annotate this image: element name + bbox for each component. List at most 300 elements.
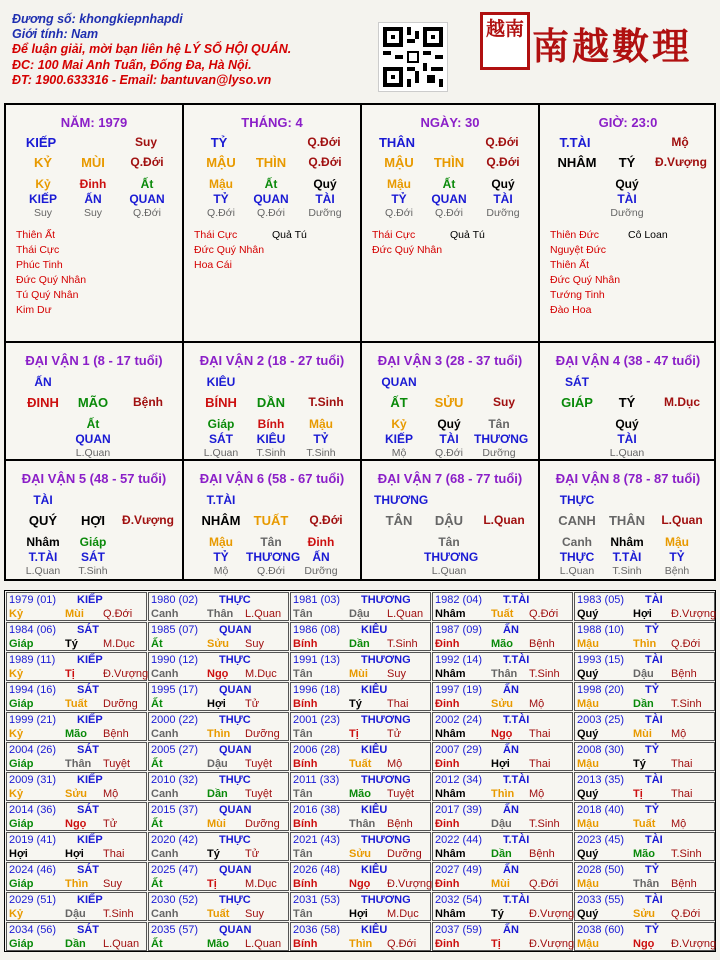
dai-van-god: SÁT	[565, 375, 589, 389]
year-god: T.TÀI	[503, 774, 530, 786]
year-stage: T.Sinh	[387, 638, 418, 650]
year-cell[interactable]	[148, 862, 289, 891]
year-stage: M.Dục	[245, 878, 277, 890]
year-label: 1989 (11)	[9, 654, 56, 666]
year-label: 2016 (38)	[293, 804, 341, 816]
year-branch: Tị	[207, 878, 217, 890]
pillar-heavenly-stem: NHÂM	[557, 155, 597, 170]
dai-van-hidden-god: THƯƠNG	[474, 432, 529, 446]
year-god: THƯƠNG	[361, 654, 411, 666]
year-label: 1992 (14)	[435, 654, 483, 666]
dai-van-stage: T.Sinh	[308, 395, 344, 409]
year-god: KIÊU	[361, 864, 388, 876]
year-cell[interactable]	[290, 802, 431, 831]
star-item: Thiên Ất	[550, 259, 590, 271]
year-god: TÀI	[645, 774, 663, 786]
year-stage: Thai	[387, 698, 409, 710]
year-stage: Đ.Vượng	[103, 668, 149, 680]
year-stage: Mộ	[671, 818, 687, 830]
year-god: TỶ	[645, 864, 660, 876]
year-label: 2035 (57)	[151, 924, 199, 936]
year-god: KIẾP	[77, 834, 103, 846]
year-stage: Mộ	[671, 728, 687, 740]
hidden-stem: Đinh	[79, 177, 107, 191]
pillar-top-stage: Q.Đới	[307, 135, 341, 149]
year-god: THỰC	[219, 654, 251, 666]
year-branch: Dậu	[633, 668, 654, 680]
year-stage: Bệnh	[103, 728, 129, 740]
year-stem: Canh	[151, 908, 179, 920]
star-item: Thái Cực	[16, 244, 60, 256]
year-cell[interactable]	[574, 652, 715, 681]
year-stage: Tử	[387, 728, 402, 740]
year-cell[interactable]	[432, 892, 573, 921]
dai-van-header: ĐẠI VẬN 3 (28 - 37 tuổi)	[377, 353, 523, 368]
year-label: 2038 (60)	[577, 924, 625, 936]
year-god: QUAN	[219, 684, 252, 696]
dai-van-hidden-stage: T.Sinh	[306, 447, 336, 459]
year-stage: T.Sinh	[671, 848, 702, 860]
year-stage: Mộ	[529, 698, 545, 710]
year-stem: Hợi	[9, 848, 28, 860]
dai-van-hidden-stem: Giáp	[207, 417, 235, 431]
star-item: Nguyệt Đức	[550, 244, 607, 256]
dai-van-hidden-stage: Dưỡng	[482, 447, 516, 459]
dai-van-hidden-stem: Quý	[437, 417, 461, 431]
year-cell[interactable]	[574, 802, 715, 831]
year-stage: Dưỡng	[103, 698, 138, 710]
dai-van-branch: THÂN	[608, 513, 646, 528]
year-cell[interactable]	[574, 922, 715, 951]
year-god: T.TÀI	[503, 834, 530, 846]
year-stage: Suy	[103, 878, 122, 890]
dai-van-god: TÀI	[33, 493, 53, 507]
year-god: ẤN	[503, 924, 519, 936]
year-stem: Mậu	[577, 818, 599, 830]
year-cell[interactable]	[432, 592, 573, 621]
year-stem: Bính	[293, 878, 318, 890]
year-stem: Nhâm	[435, 788, 466, 800]
year-cell[interactable]	[6, 832, 147, 861]
year-stem: Đinh	[435, 638, 460, 650]
year-cell[interactable]	[6, 922, 147, 951]
year-branch: Hợi	[207, 698, 226, 710]
year-stem: Nhâm	[435, 908, 466, 920]
year-cell[interactable]	[6, 862, 147, 891]
annual-luck-grid	[4, 590, 716, 952]
pillar-heavenly-stem: KỶ	[33, 155, 53, 170]
pillar-top-god: T.TÀI	[559, 135, 591, 150]
owner-info	[12, 12, 291, 88]
year-stem: Bính	[293, 758, 318, 770]
contact-line-1: Để luận giải, mời bạn liên hệ LÝ SỐ HỘI QUÁN.	[12, 42, 292, 57]
year-label: 1994 (16)	[9, 684, 57, 696]
year-stem: Tân	[293, 908, 313, 920]
year-stage: L.Quan	[245, 608, 282, 620]
year-label: 2030 (52)	[151, 894, 199, 906]
year-branch: Tị	[491, 938, 501, 950]
year-stem: Tân	[293, 608, 313, 620]
pillar-earthly-branch: TÝ	[618, 155, 636, 170]
year-stem: Ất	[151, 638, 163, 650]
year-stem: Bính	[293, 638, 318, 650]
year-stem: Đinh	[435, 938, 460, 950]
year-label: 2020 (42)	[151, 834, 199, 846]
dai-van-branch: DẦN	[256, 395, 286, 410]
year-branch: Mùi	[491, 878, 510, 890]
year-branch: Dần	[491, 848, 512, 860]
pillar-top-god: KIẾP	[25, 135, 57, 150]
year-label: 2005 (27)	[151, 744, 199, 756]
dai-van-hidden-god: THƯƠNG	[246, 550, 301, 564]
year-cell[interactable]	[148, 682, 289, 711]
dai-van-hidden-stage: L.Quan	[75, 447, 111, 459]
star-item: Thiên Đức	[550, 229, 600, 241]
year-cell[interactable]	[148, 652, 289, 681]
row-divider	[6, 459, 714, 461]
year-cell[interactable]	[6, 622, 147, 651]
dai-van-hidden-god: TỶ	[213, 550, 229, 564]
pillar-earthly-branch: THÌN	[433, 155, 465, 170]
year-stem: Giáp	[9, 758, 34, 770]
year-cell[interactable]	[290, 712, 431, 741]
dai-van-hidden-stem: Quý	[615, 417, 639, 431]
year-stage: Suy	[245, 638, 264, 650]
year-stage: Q.Đới	[671, 908, 701, 920]
year-cell[interactable]	[6, 652, 147, 681]
dai-van-hidden-stem: Đinh	[307, 535, 335, 549]
year-branch: Dần	[65, 938, 86, 950]
year-stem: Quý	[577, 668, 599, 680]
hidden-god: KIẾP	[28, 192, 57, 206]
year-branch: Ngọ	[349, 878, 371, 890]
hidden-stem: Kỷ	[35, 177, 51, 191]
dai-van-hidden-god: TỶ	[669, 550, 685, 564]
dai-van-stem: BÍNH	[205, 395, 237, 410]
year-cell[interactable]	[6, 712, 147, 741]
year-god: KIẾP	[77, 774, 103, 786]
year-god: THỰC	[219, 714, 251, 726]
year-god: KIẾP	[77, 654, 103, 666]
year-branch: Thìn	[65, 878, 89, 890]
dai-van-hidden-god: QUAN	[75, 432, 111, 446]
year-god: THỰC	[219, 774, 251, 786]
year-cell[interactable]	[432, 622, 573, 651]
dai-van-hidden-stem: Giáp	[79, 535, 107, 549]
year-label: 2013 (35)	[577, 774, 625, 786]
year-branch: Mão	[633, 848, 655, 860]
star-item: Thiên Ất	[16, 229, 56, 241]
year-god: KIÊU	[361, 744, 388, 756]
year-label: 2028 (50)	[577, 864, 625, 876]
year-cell[interactable]	[290, 652, 431, 681]
year-cell[interactable]	[148, 802, 289, 831]
year-cell[interactable]	[290, 622, 431, 651]
year-god: TÀI	[645, 594, 663, 606]
dai-van-stem: ĐINH	[27, 395, 59, 410]
year-cell[interactable]	[432, 862, 573, 891]
year-cell[interactable]	[574, 892, 715, 921]
dai-van-branch: MÃO	[77, 395, 109, 410]
dai-van-god: THƯƠNG	[374, 493, 429, 507]
year-stage: M.Dục	[387, 908, 419, 920]
year-stem: Bính	[293, 818, 318, 830]
hidden-stem: Ất	[264, 177, 278, 191]
dai-van-hidden-stem: Tân	[260, 535, 282, 549]
year-stem: Kỷ	[9, 908, 24, 920]
year-cell[interactable]	[290, 892, 431, 921]
pillar-header: GIỜ: 23:0	[598, 115, 658, 130]
year-label: 1984 (06)	[9, 624, 57, 636]
star-item: Tú Quý Nhân	[16, 289, 79, 301]
year-god: THƯƠNG	[361, 714, 411, 726]
year-cell[interactable]	[574, 862, 715, 891]
year-cell[interactable]	[432, 802, 573, 831]
hidden-stem: Quý	[615, 177, 639, 191]
year-cell[interactable]	[6, 742, 147, 771]
year-god: TÀI	[645, 714, 663, 726]
hidden-stage: Dưỡng	[610, 207, 644, 219]
year-god: THƯƠNG	[361, 594, 411, 606]
year-cell[interactable]	[148, 772, 289, 801]
year-cell[interactable]	[290, 922, 431, 951]
year-cell[interactable]	[290, 772, 431, 801]
year-branch: Tý	[207, 848, 220, 860]
dai-van-god: THỰC	[559, 493, 595, 507]
year-branch: Tuất	[491, 608, 514, 620]
year-cell[interactable]	[574, 682, 715, 711]
year-cell[interactable]	[432, 682, 573, 711]
dai-van-hidden-god: SÁT	[81, 550, 105, 564]
year-god: THỰC	[219, 894, 251, 906]
year-label: 2024 (46)	[9, 864, 57, 876]
year-cell[interactable]	[290, 742, 431, 771]
year-cell[interactable]	[148, 892, 289, 921]
year-branch: Mão	[65, 728, 87, 740]
year-label: 1982 (04)	[435, 594, 483, 606]
year-cell[interactable]	[432, 712, 573, 741]
year-stem: Giáp	[9, 878, 34, 890]
dai-van-god: QUAN	[381, 375, 417, 389]
year-label: 2009 (31)	[9, 774, 57, 786]
hidden-god: QUAN	[129, 192, 165, 206]
year-cell[interactable]	[290, 862, 431, 891]
year-label: 2025 (47)	[151, 864, 199, 876]
year-label: 2018 (40)	[577, 804, 625, 816]
year-stem: Tân	[293, 728, 313, 740]
year-cell[interactable]	[148, 832, 289, 861]
year-label: 2006 (28)	[293, 744, 341, 756]
year-stage: Bệnh	[671, 878, 697, 890]
star-item: Đào Hoa	[550, 304, 592, 316]
year-label: 2037 (59)	[435, 924, 483, 936]
pillar-stage: Q.Đới	[486, 155, 520, 169]
year-branch: Tý	[65, 638, 78, 650]
year-label: 2002 (24)	[435, 714, 483, 726]
year-cell[interactable]	[148, 622, 289, 651]
year-cell[interactable]	[6, 772, 147, 801]
year-cell[interactable]	[432, 922, 573, 951]
row-divider	[6, 341, 714, 343]
year-cell[interactable]	[6, 802, 147, 831]
year-cell[interactable]	[148, 592, 289, 621]
year-stage: T.Sinh	[671, 698, 702, 710]
year-label: 2036 (58)	[293, 924, 341, 936]
year-stage: Suy	[387, 668, 406, 680]
year-god: QUAN	[219, 924, 252, 936]
year-label: 2023 (45)	[577, 834, 625, 846]
year-stem: Quý	[577, 788, 599, 800]
year-branch: Thân	[633, 878, 660, 890]
year-branch: Tị	[349, 728, 359, 740]
dai-van-stem: TÂN	[385, 513, 413, 528]
year-label: 2010 (32)	[151, 774, 199, 786]
year-stage: Tuyệt	[245, 758, 273, 770]
year-stage: Mộ	[529, 788, 545, 800]
star-item: Phúc Tinh	[16, 259, 63, 271]
star-item: Thái Cực	[372, 229, 416, 241]
year-stem: Kỷ	[9, 728, 24, 740]
year-label: 2021 (43)	[293, 834, 341, 846]
year-stage: T.Sinh	[529, 668, 560, 680]
pillar-earthly-branch: THÌN	[255, 155, 287, 170]
year-god: QUAN	[219, 864, 252, 876]
year-cell[interactable]	[574, 712, 715, 741]
year-cell[interactable]	[148, 742, 289, 771]
year-branch: Mùi	[633, 728, 652, 740]
dai-van-header: ĐẠI VẬN 2 (18 - 27 tuổi)	[199, 353, 345, 368]
year-god: T.TÀI	[503, 594, 530, 606]
year-branch: Mão	[207, 938, 229, 950]
year-god: KIẾP	[77, 594, 103, 606]
dai-van-hidden-god: THƯƠNG	[424, 550, 479, 564]
year-label: 1985 (07)	[151, 624, 199, 636]
year-branch: Mùi	[207, 818, 226, 830]
year-cell[interactable]	[290, 832, 431, 861]
dai-van-header: ĐẠI VẬN 8 (78 - 87 tuổi)	[555, 471, 701, 486]
year-cell[interactable]	[574, 772, 715, 801]
year-cell[interactable]	[6, 682, 147, 711]
year-cell[interactable]	[574, 742, 715, 771]
year-cell[interactable]	[148, 922, 289, 951]
year-cell[interactable]	[432, 832, 573, 861]
dai-van-hidden-stem: Mậu	[665, 535, 689, 549]
year-god: QUAN	[219, 744, 252, 756]
dai-van-god: T.TÀI	[206, 493, 236, 507]
year-god: T.TÀI	[503, 654, 530, 666]
year-cell[interactable]	[290, 682, 431, 711]
year-branch: Ngọ	[491, 728, 513, 740]
year-god: T.TÀI	[503, 714, 530, 726]
dai-van-stem: NHÂM	[201, 513, 241, 528]
star-item: Đức Quý Nhân	[372, 244, 443, 256]
dai-van-hidden-stage: Bệnh	[664, 565, 690, 577]
qr-code-icon[interactable]	[378, 22, 448, 92]
year-stage: Q.Đới	[103, 608, 133, 620]
hidden-god: QUAN	[431, 192, 467, 206]
year-cell[interactable]	[432, 772, 573, 801]
year-label: 1995 (17)	[151, 684, 199, 696]
year-stage: L.Quan	[245, 938, 282, 950]
year-stem: Ất	[151, 938, 163, 950]
pillar-top-god: THÂN	[378, 135, 416, 150]
year-branch: Dậu	[207, 758, 228, 770]
year-label: 1980 (02)	[151, 594, 199, 606]
dai-van-branch: SỬU	[434, 395, 464, 410]
year-cell[interactable]	[574, 592, 715, 621]
year-stem: Canh	[151, 728, 179, 740]
dai-van-hidden-god: T.TÀI	[28, 550, 58, 564]
year-stem: Giáp	[9, 698, 34, 710]
year-stage: Bệnh	[387, 818, 413, 830]
dai-van-hidden-stem: Tân	[488, 417, 510, 431]
pillar-header: NGÀY: 30	[420, 115, 480, 130]
dai-van-stage: Suy	[492, 395, 515, 409]
year-stem: Ất	[151, 878, 163, 890]
year-branch: Tý	[491, 908, 504, 920]
pillar-header: THÁNG: 4	[241, 115, 303, 130]
dai-van-hidden-stem: Tân	[438, 535, 460, 549]
year-branch: Tuất	[65, 698, 88, 710]
year-label: 1997 (19)	[435, 684, 483, 696]
dai-van-hidden-stage: T.Sinh	[612, 565, 642, 577]
year-stem: Quý	[577, 908, 599, 920]
dai-van-stem: ẤT	[390, 395, 408, 410]
year-cell[interactable]	[574, 832, 715, 861]
hidden-stage: Q.Đới	[207, 207, 235, 219]
year-cell[interactable]	[290, 592, 431, 621]
year-stage: Đ.Vượng	[387, 878, 433, 890]
year-cell[interactable]	[6, 892, 147, 921]
year-branch: Hợi	[65, 848, 84, 860]
dai-van-branch: HỢI	[80, 513, 106, 528]
year-stage: Thai	[529, 758, 551, 770]
year-label: 2034 (56)	[9, 924, 57, 936]
hidden-stage: Suy	[33, 207, 53, 219]
dai-van-hidden-stem: Nhâm	[610, 535, 644, 549]
year-label: 2011 (33)	[293, 774, 340, 786]
year-god: THỰC	[219, 594, 251, 606]
dai-van-header: ĐẠI VẬN 5 (48 - 57 tuổi)	[21, 471, 167, 486]
year-stage: Q.Đới	[529, 878, 559, 890]
dai-van-branch: DẬU	[434, 513, 464, 528]
year-stage: L.Quan	[103, 938, 140, 950]
owner-gender: Giới tính: Nam	[12, 27, 99, 42]
pillar-heavenly-stem: MẬU	[206, 155, 236, 170]
dai-van-hidden-stage: Q.Đới	[435, 447, 463, 459]
year-branch: Thìn	[491, 788, 515, 800]
year-god: KIÊU	[361, 624, 388, 636]
dai-van-hidden-stem: Canh	[562, 535, 592, 549]
hidden-stem: Ất	[442, 177, 456, 191]
year-stage: Tử	[245, 698, 260, 710]
year-cell[interactable]	[574, 622, 715, 651]
dai-van-hidden-stage: T.Sinh	[256, 447, 286, 459]
year-stem: Đinh	[435, 878, 460, 890]
year-branch: Dậu	[65, 908, 86, 920]
year-god: THƯƠNG	[361, 834, 411, 846]
year-cell[interactable]	[148, 712, 289, 741]
year-god: THƯƠNG	[361, 774, 411, 786]
dai-van-branch: TUẤT	[253, 513, 289, 528]
year-cell[interactable]	[432, 652, 573, 681]
year-stage: Thai	[529, 728, 551, 740]
year-label: 1981 (03)	[293, 594, 341, 606]
year-cell[interactable]	[6, 592, 147, 621]
star-item: Tướng Tinh	[550, 289, 605, 301]
year-cell[interactable]	[432, 742, 573, 771]
year-stem: Mậu	[577, 638, 599, 650]
